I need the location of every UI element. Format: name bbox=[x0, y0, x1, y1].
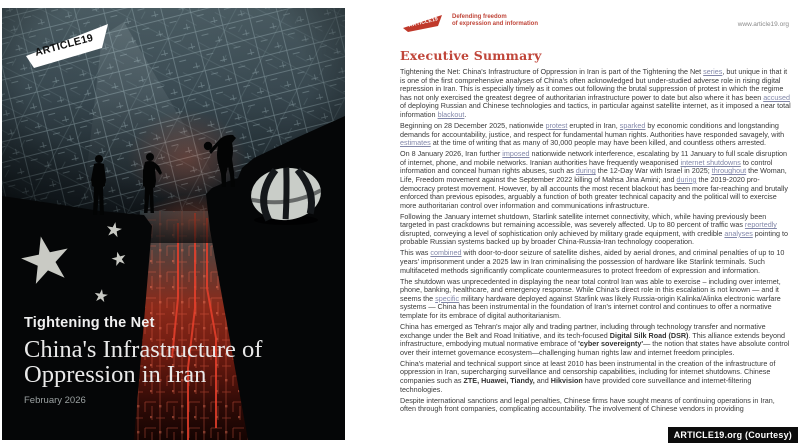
text-run: Following the January internet shutdown, Starlink satellite internet connectivity, which, while having previously been targeted in past crackdowns but remaining accessible, was severely affected. Up to 80 percent of traffic was bbox=[400, 211, 767, 230]
report-cover bbox=[2, 8, 345, 440]
inline-link[interactable]: internet shutdowns bbox=[680, 157, 741, 167]
text-run: — the notion that states have absolute control over their internet governance ecosystem—challenging human rights law and internet freedom principles. bbox=[400, 339, 790, 357]
text-run: . This alliance extends beyond infrastructure, embodying mutual normative embrace of bbox=[400, 330, 786, 349]
inline-link[interactable]: imposed bbox=[502, 149, 530, 159]
bold-term: Digital Silk Road (DSR) bbox=[609, 330, 689, 340]
inline-link[interactable]: combined bbox=[430, 248, 462, 258]
summary-paragraph bbox=[400, 360, 792, 394]
summary-paragraph bbox=[400, 397, 792, 414]
text-run: with door-to-door seizure of satellite dishes, aided by aerial drones, and criminal penalties of up to 10 years' imprisonment under a 2025 law in Iran criminalising the possession of hardware like Starlink terminals. Such multifaceted methods significantly complicate countermeasures to protect freedom of expression and information. bbox=[400, 248, 785, 275]
summary-paragraph bbox=[400, 150, 792, 210]
bold-term: 'cyber sovereignty' bbox=[578, 339, 644, 349]
inline-link[interactable]: during bbox=[676, 174, 697, 184]
cover-title: China's Infrastructure of Oppression in Iran bbox=[24, 336, 263, 388]
text-run: erupted in Iran, bbox=[567, 120, 620, 130]
report-page bbox=[397, 8, 795, 446]
inline-link[interactable]: estimates bbox=[400, 138, 431, 148]
inline-link[interactable]: analyses bbox=[724, 228, 753, 238]
summary-paragraph bbox=[400, 213, 792, 247]
text-run: the 2019-2020 pro-democracy protest movement. However, by all accounts the most recent blackout has been more far-reaching and brutally enforced than previous episodes, arguably a function of both greater technical capacity and the political will to exercise more authoritarian control over information and communications infrastructure. bbox=[400, 174, 788, 210]
summary-paragraph bbox=[400, 122, 792, 148]
text-run: On 8 January 2026, Iran further bbox=[400, 149, 503, 159]
text-run: the Woman, Life, Freedom movement against the September 2022 killing of Mahsa Jina Amini; and bbox=[400, 166, 787, 184]
text-run: This was bbox=[400, 248, 431, 258]
website-url[interactable]: www.article19.org bbox=[737, 21, 789, 28]
article19-logo-red bbox=[402, 13, 448, 35]
text-run: pointing to probable Russian systems backed up by broader China-Russia-Iran technology cooperation. bbox=[400, 228, 788, 247]
tagline-line2: of expression and information bbox=[452, 21, 539, 27]
cover-brand-text: ARTICLE19 bbox=[33, 31, 95, 59]
summary-paragraph bbox=[400, 68, 792, 120]
image-credit-badge: ARTICLE19.org (Courtesy) bbox=[668, 427, 798, 443]
text-run: to control information and conceal human rights abuses, such as bbox=[400, 157, 773, 176]
tagline-line1: Defending freedom bbox=[452, 14, 507, 20]
bold-term: Hikvision bbox=[550, 375, 583, 385]
text-run: . bbox=[464, 109, 467, 119]
text-run: of deploying Russian and Chinese technologies and tactics, in particular against satellite internet, as it imposed a near total information bbox=[400, 101, 791, 119]
text-run: Despite international sanctions and legal penalties, Chinese firms have sought means of continuing operations in Iran, often through front companies, complicating accountability. The involvement of Chinese vendors in providing bbox=[400, 395, 775, 414]
text-run: The shutdown was unprecedented in displaying the near total control Iran was able to exercise – including over internet, phone, banking, healthcare, and emergency response. While China's direct role in this escalation is not known — and it seems the bbox=[400, 276, 781, 303]
text-run: at the time of writing that as many of 30,000 people may have been killed, and countless others arrested. bbox=[430, 138, 766, 148]
text-run: military hardware deployed against Starlink was likely Russia-origin Kalinka/Alinka electronic warfare systems — China has been instrumental in the foundation of Iran's internet control and continues to offer a normative template for its embrace of digital authoritarianism. bbox=[400, 293, 781, 320]
text-run: disrupted, conveying a level of sophistication only achieved by military grade equipment, with credible bbox=[400, 228, 725, 238]
inline-link[interactable]: specific bbox=[435, 293, 460, 303]
inline-link[interactable]: protest bbox=[545, 120, 568, 130]
inline-link[interactable]: during bbox=[575, 166, 596, 176]
summary-paragraph bbox=[400, 323, 792, 357]
text-run: nationwide network interference, escalating by 11 January to full scale disruption of internet, phone, and mobile networks. Iranian authorities have frequently weaponised bbox=[400, 149, 788, 167]
text-run: Beginning on 28 December 2025, nationwide bbox=[400, 120, 546, 130]
inline-link[interactable]: sparked bbox=[619, 120, 646, 130]
inline-link[interactable]: throughout bbox=[711, 166, 747, 176]
text-run: by economic conditions and longstanding demands for accountability, justice, and respect for fundamental human rights. Authorities have responded savagely, with bbox=[400, 120, 785, 139]
text-run: China's material and technical support since at least 2010 has been instrumental in the creation of the infrastructure of oppression in Iran, supercharging surveillance and censorship capabilities, including for internet shutdowns. Chinese companies such as bbox=[400, 358, 776, 385]
inline-link[interactable]: reportedly bbox=[744, 220, 777, 230]
text-run: have provided core surveillance and internet-filtering technologies. bbox=[400, 375, 752, 394]
section-heading: Executive Summary bbox=[400, 48, 542, 63]
text-run: , but unique in that it is one of the first comprehensive analyses of China's often acknowledged but under-studied adverse role in rising digital repression in Iran. This is especially timely as it comes out following the brutal suppression of protest in which the regime has not only exercised the greatest degree of authoritarian infrastructure power to date but also where it has been bbox=[400, 67, 788, 102]
summary-paragraph bbox=[400, 278, 792, 321]
inline-link[interactable]: blackout bbox=[437, 109, 465, 119]
text-run: China has emerged as Tehran's major ally and trading partner, including through technology transfer and normative exchange under the Belt and Road Initiative, and its tech-focused bbox=[400, 321, 766, 340]
text-run: Tightening the Net: China's Infrastructure of Oppression in Iran is part of the Tightening the Net bbox=[400, 67, 704, 76]
cover-date: February 2026 bbox=[24, 395, 86, 406]
cover-kicker: Tightening the Net bbox=[24, 315, 155, 331]
summary-paragraph bbox=[400, 249, 792, 275]
inline-link[interactable]: series bbox=[703, 67, 723, 76]
summary-body bbox=[400, 68, 792, 416]
brand-tagline bbox=[452, 14, 538, 28]
text-run: and bbox=[534, 375, 551, 385]
inline-link[interactable]: accused bbox=[763, 92, 790, 102]
bold-term: ZTE, Huawei, Tiandy, bbox=[463, 375, 535, 385]
page-brand-text: ARTICLE19 bbox=[408, 16, 439, 29]
text-run: the 12-Day War with Israel in 2025; bbox=[595, 166, 712, 176]
